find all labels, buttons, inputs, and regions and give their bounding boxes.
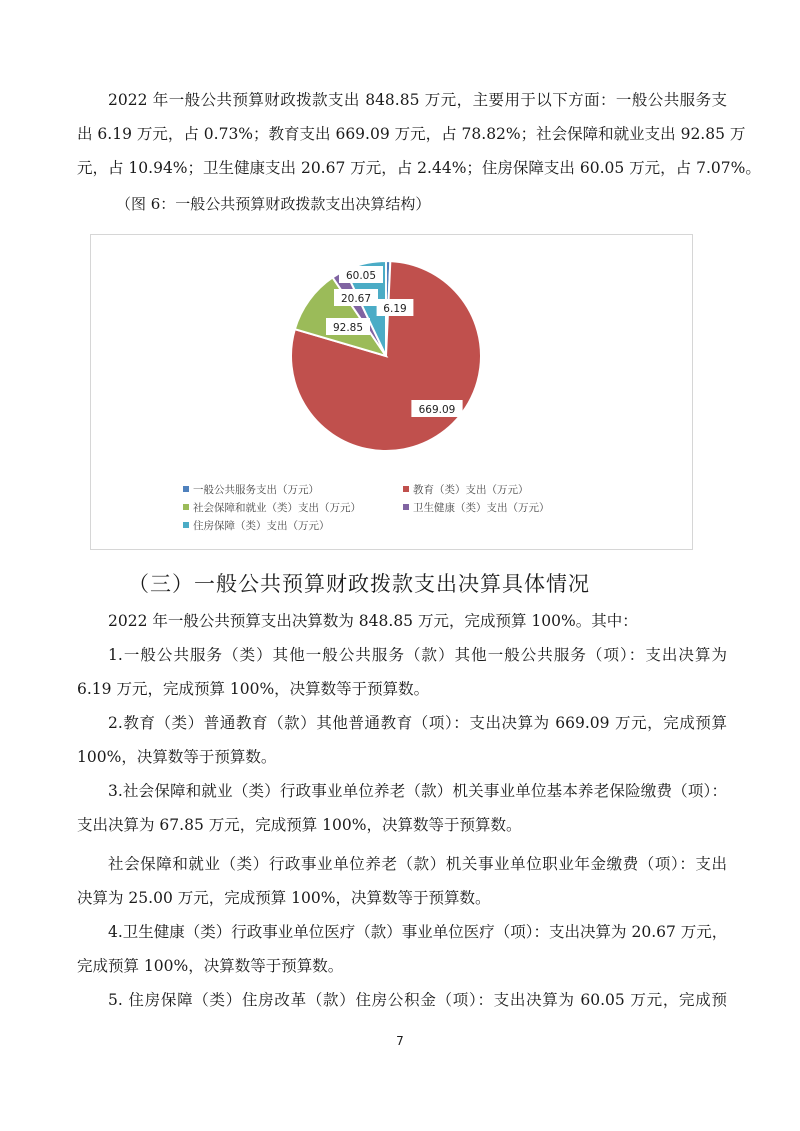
item-4-line-2: 完成预算 100%，决算数等于预算数。 bbox=[77, 957, 344, 975]
item-1-line-1: 1.一般公共服务（类）其他一般公共服务（款）其他一般公共服务（项）：支出决算为 bbox=[108, 646, 727, 664]
svg-text:92.85: 92.85 bbox=[332, 322, 364, 334]
item-4-line-1: 4.卫生健康（类）行政事业单位医疗（款）事业单位医疗（项）：支出决算为 20.67 万元， bbox=[108, 923, 728, 941]
paragraph-summary: 2022 年一般公共预算支出决算数为 848.85 万元，完成预算 100%。其中： bbox=[108, 612, 638, 630]
svg-text:669.09: 669.09 bbox=[418, 404, 456, 416]
intro-line-3: 元，占 10.94%；卫生健康支出 20.67 万元，占 2.44%；住房保障支出 60.05 万元，占 7.07%。 bbox=[77, 159, 761, 177]
item-3b-line-1: 社会保障和就业（类）行政事业单位养老（款）机关事业单位职业年金缴费（项）：支出 bbox=[108, 855, 727, 873]
item-5-line-1: 5. 住房保障（类）住房改革（款）住房公积金（项）：支出决算为 60.05 万元，完成预 bbox=[108, 991, 727, 1009]
legend-item-1 bbox=[403, 483, 529, 496]
item-3-line-1: 3.社会保障和就业（类）行政事业单位养老（款）机关事业单位基本养老保险缴费（项）： bbox=[108, 782, 727, 800]
item-2-line-1: 2.教育（类）普通教育（款）其他普通教育（项）：支出决算为 669.09 万元，完成预算 bbox=[108, 714, 727, 732]
svg-text:60.05: 60.05 bbox=[345, 270, 377, 282]
legend-item-2 bbox=[183, 501, 361, 514]
item-1-line-2: 6.19 万元，完成预算 100%，决算数等于预算数。 bbox=[77, 680, 430, 698]
legend-item-3 bbox=[403, 501, 550, 514]
intro-line-2: 出 6.19 万元，占 0.73%；教育支出 669.09 万元，占 78.82%；社会保障和就业支出 92.85 万 bbox=[77, 125, 746, 143]
data-label-0 bbox=[377, 299, 414, 316]
intro-line-1: 2022 年一般公共预算财政拨款支出 848.85 万元，主要用于以下方面：一般公共服务支 bbox=[108, 91, 727, 109]
figure-caption: （图 6：一般公共预算财政拨款支出决算结构） bbox=[116, 195, 431, 213]
item-3b-line-2: 决算为 25.00 万元，完成预算 100%，决算数等于预算数。 bbox=[77, 889, 491, 907]
section-title: （三）一般公共预算财政拨款支出决算具体情况 bbox=[128, 572, 590, 596]
data-label-2 bbox=[326, 318, 370, 335]
pie-chart bbox=[91, 235, 692, 549]
data-label-3 bbox=[334, 289, 378, 306]
svg-text:卫生健康（类）支出（万元）: 卫生健康（类）支出（万元） bbox=[413, 502, 550, 514]
data-label-4 bbox=[339, 266, 383, 283]
item-2-line-2: 100%，决算数等于预算数。 bbox=[77, 748, 277, 766]
svg-text:20.67: 20.67 bbox=[340, 293, 372, 305]
svg-text:社会保障和就业（类）支出（万元）: 社会保障和就业（类）支出（万元） bbox=[193, 502, 361, 514]
legend-item-0 bbox=[183, 483, 319, 496]
legend-item-4 bbox=[183, 519, 330, 532]
svg-text:教育（类）支出（万元）: 教育（类）支出（万元） bbox=[413, 484, 529, 496]
page-number: 7 bbox=[396, 1034, 404, 1048]
svg-text:住房保障（类）支出（万元）: 住房保障（类）支出（万元） bbox=[193, 520, 330, 532]
data-label-1 bbox=[411, 400, 462, 417]
pie-chart-frame bbox=[90, 234, 693, 550]
svg-text:一般公共服务支出（万元）: 一般公共服务支出（万元） bbox=[193, 484, 319, 496]
svg-text:6.19: 6.19 bbox=[383, 303, 407, 315]
item-3-line-2: 支出决算为 67.85 万元，完成预算 100%，决算数等于预算数。 bbox=[77, 816, 522, 834]
